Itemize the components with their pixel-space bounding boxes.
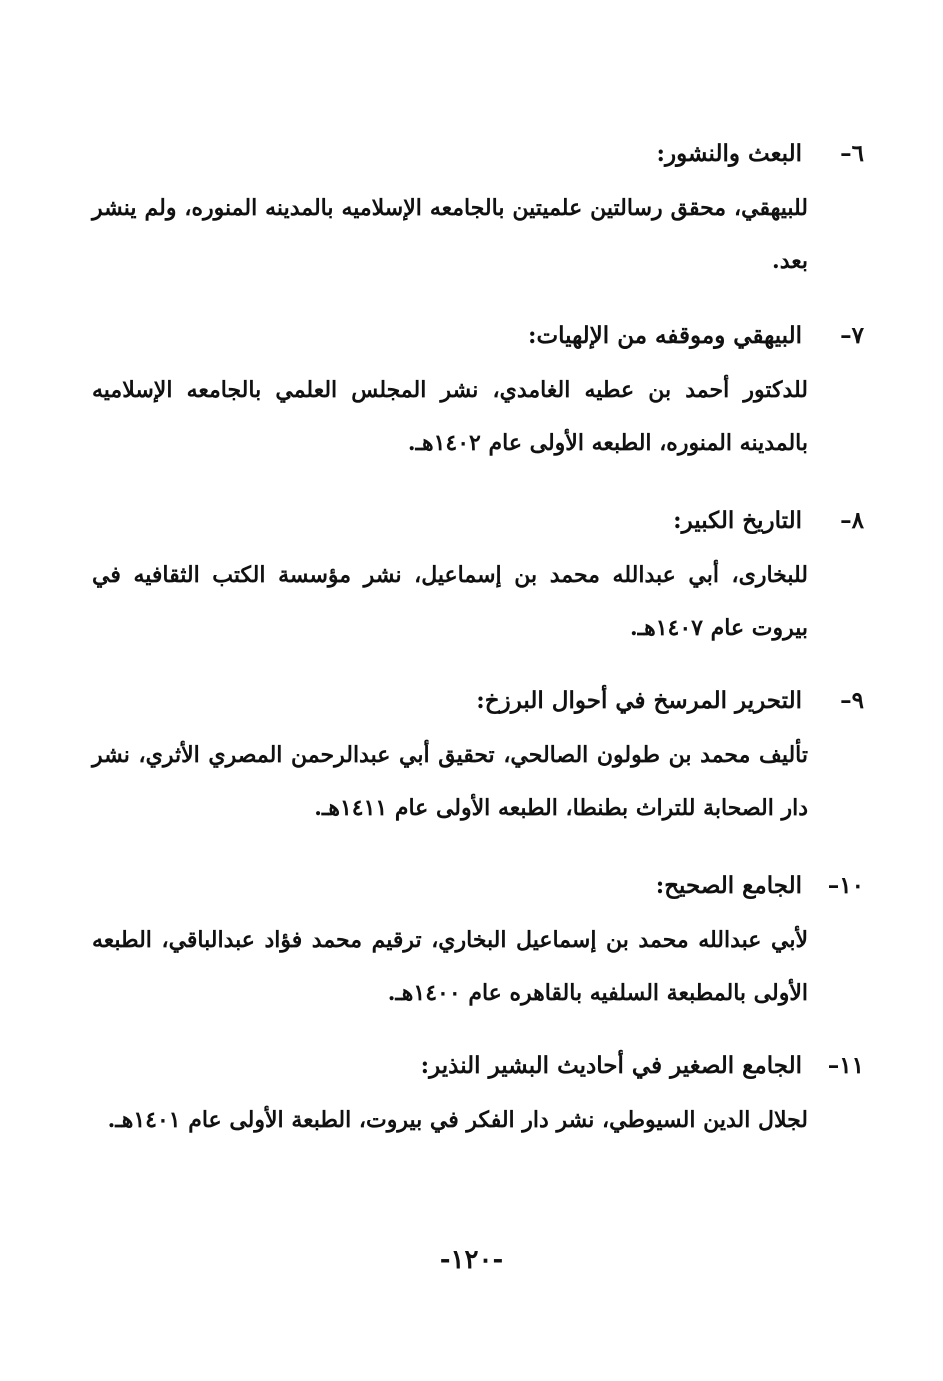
entry-title: البعث والنشور: xyxy=(656,140,802,167)
entry-number: ٧– xyxy=(840,322,864,349)
entry-title: الجامع الصغير في أحاديث البشير النذير: xyxy=(420,1052,802,1079)
entry-title: التاريخ الكبير: xyxy=(673,507,802,534)
entry-body: لجلال الدين السيوطي، نشر دار الفكر في بيروت، الطبعة الأولى عام ١٤٠١هـ. xyxy=(107,1107,808,1133)
entry-heading xyxy=(92,685,864,717)
bibliography-entry-6 xyxy=(92,138,864,288)
entry-heading xyxy=(92,870,864,902)
bibliography-entry-7 xyxy=(92,320,864,470)
entry-body: تأليف محمد بن طولون الصالحي، تحقيق أبي عبدالرحمن المصري الأثري، نشر دار الصحابة للتراث بطنطا، الطبعه الأولى عام ١٤١١هـ. xyxy=(92,742,808,821)
entry-body: للبيهقي، محقق رسالتين علميتين بالجامعه الإسلاميه بالمدينه المنوره، ولم ينشر بعد. xyxy=(92,195,808,274)
entry-number: ٩– xyxy=(840,687,864,714)
entry-heading xyxy=(92,505,864,537)
bibliography-entry-9 xyxy=(92,685,864,835)
entry-number: ١١– xyxy=(827,1052,864,1079)
page-number: -١٢٠- xyxy=(439,1245,504,1275)
entry-heading xyxy=(92,138,864,170)
entry-body: لأبي عبدالله محمد بن إسماعيل البخاري، ترقيم محمد فؤاد عبدالباقي، الطبعه الأولى بالمطبعة السلفيه بالقاهره عام ١٤٠٠هـ. xyxy=(92,927,808,1006)
bibliography-entry-10 xyxy=(92,870,864,1020)
entry-heading xyxy=(92,320,864,352)
entry-heading xyxy=(92,1050,864,1082)
bibliography-entry-11 xyxy=(92,1050,864,1147)
bibliography-entry-8 xyxy=(92,505,864,655)
entry-body: للبخارى، أبي عبدالله محمد بن إسماعيل، نشر مؤسسة الكتب الثقافيه في بيروت عام ١٤٠٧هـ. xyxy=(92,562,808,641)
entry-number: ٨– xyxy=(840,507,864,534)
entry-number: ١٠– xyxy=(827,872,864,899)
entry-body: للدكتور أحمد بن عطيه الغامدي، نشر المجلس العلمي بالجامعه الإسلاميه بالمدينه المنوره، الطبعه الأولى عام ١٤٠٢هـ. xyxy=(92,377,808,456)
entry-title: البيهقي وموقفه من الإلهيات: xyxy=(527,322,802,349)
entry-title: التحرير المرسخ في أحوال البرزخ: xyxy=(476,687,802,714)
entry-title: الجامع الصحيح: xyxy=(655,872,802,899)
entry-number: ٦– xyxy=(840,140,864,167)
